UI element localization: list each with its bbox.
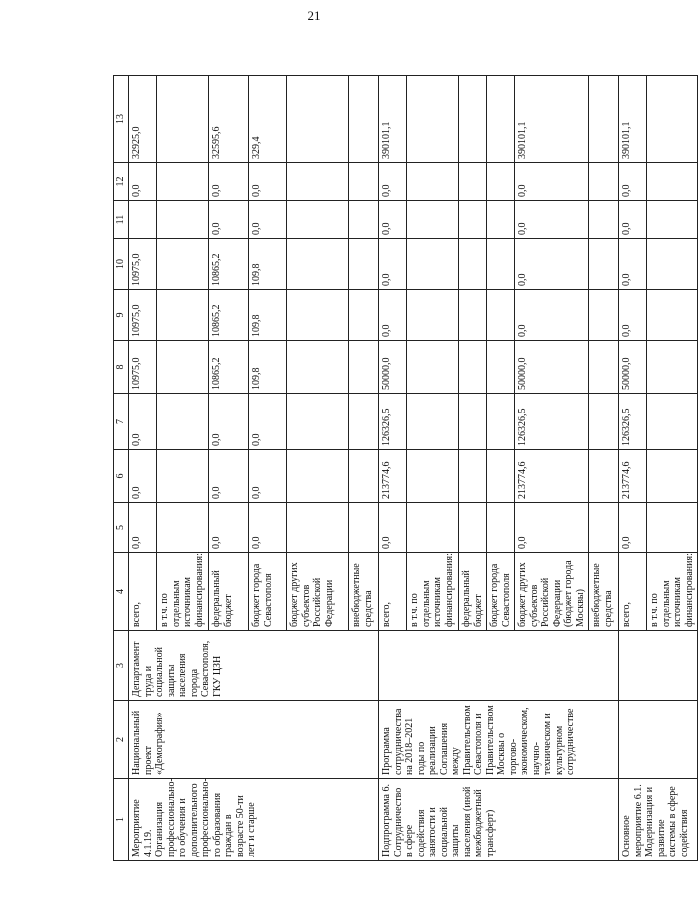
cell-value: 0,0: [515, 201, 589, 239]
cell-value: [157, 290, 209, 341]
cell-value: [287, 450, 349, 503]
cell-value: [589, 201, 619, 239]
cell-value: 0,0: [515, 503, 589, 553]
cell-value: 390101,1: [379, 76, 407, 163]
col-header: 9: [114, 290, 129, 341]
cell-value: [407, 341, 459, 394]
cell-value: [487, 503, 515, 553]
cell-value: 10975,0: [129, 239, 157, 290]
cell-value: 329,4: [249, 76, 287, 163]
cell-c1: Подпрограмма 6. Сотрудничество в сфере содействия занятости и социальной защиты населения (иной межбюджетный трансферт): [379, 779, 619, 861]
table-row: [619, 76, 647, 861]
cell-value: 109,8: [249, 290, 287, 341]
cell-value: 50000,0: [379, 341, 407, 394]
cell-value: [407, 239, 459, 290]
cell-value: 213774,6: [515, 450, 589, 503]
cell-value: [459, 450, 487, 503]
cell-value: [487, 239, 515, 290]
cell-value: [157, 239, 209, 290]
cell-value: [459, 503, 487, 553]
cell-value: 0,0: [619, 163, 647, 201]
col-header: 7: [114, 394, 129, 450]
cell-value: [589, 163, 619, 201]
col-header: 1: [114, 779, 129, 861]
cell-value: 0,0: [379, 163, 407, 201]
cell-source: внебюджетные средства: [349, 553, 379, 631]
cell-source: федеральный бюджет: [459, 553, 487, 631]
cell-value: 0,0: [619, 201, 647, 239]
cell-value: [349, 394, 379, 450]
cell-source: в т.ч. по отдельным источникам финансирования:: [407, 553, 459, 631]
cell-value: [157, 450, 209, 503]
cell-value: [647, 450, 698, 503]
cell-value: 50000,0: [619, 341, 647, 394]
cell-value: 0,0: [515, 239, 589, 290]
cell-value: [459, 394, 487, 450]
cell-value: [459, 76, 487, 163]
cell-value: [157, 201, 209, 239]
cell-value: [407, 76, 459, 163]
cell-value: 109,8: [249, 341, 287, 394]
cell-value: 0,0: [209, 163, 249, 201]
cell-value: [157, 76, 209, 163]
col-header: 2: [114, 701, 129, 779]
cell-value: [407, 163, 459, 201]
cell-value: 50000,0: [515, 341, 589, 394]
cell-value: [349, 239, 379, 290]
cell-value: [459, 163, 487, 201]
cell-value: 390101,1: [619, 76, 647, 163]
col-header: 8: [114, 341, 129, 394]
cell-source: федеральный бюджет: [209, 553, 249, 631]
col-header: 5: [114, 503, 129, 553]
cell-value: 0,0: [379, 503, 407, 553]
cell-value: 10975,0: [129, 341, 157, 394]
cell-value: [589, 76, 619, 163]
cell-value: [647, 239, 698, 290]
cell-value: [129, 201, 157, 239]
table-body: [129, 76, 698, 861]
cell-value: 213774,6: [379, 450, 407, 503]
cell-value: [287, 341, 349, 394]
cell-source: бюджет других субъектов Российской Федерации: [287, 553, 349, 631]
table-row: [379, 76, 407, 861]
cell-value: 390101,1: [515, 76, 589, 163]
cell-value: [487, 394, 515, 450]
cell-value: 126326,5: [515, 394, 589, 450]
cell-value: 0,0: [249, 394, 287, 450]
budget-table: [113, 75, 698, 861]
cell-value: [647, 341, 698, 394]
cell-value: [459, 239, 487, 290]
cell-value: [647, 394, 698, 450]
cell-value: 0,0: [209, 201, 249, 239]
cell-c1: Основное мероприятие 6.1. Модернизация и развитие системы в сфере содействия: [619, 779, 698, 861]
cell-c3: [619, 631, 698, 701]
cell-value: 0,0: [209, 503, 249, 553]
cell-value: [157, 163, 209, 201]
cell-value: [459, 290, 487, 341]
cell-value: 0,0: [515, 290, 589, 341]
cell-value: [459, 341, 487, 394]
cell-value: 0,0: [515, 163, 589, 201]
cell-value: 213774,6: [619, 450, 647, 503]
cell-value: [647, 201, 698, 239]
cell-value: [407, 450, 459, 503]
cell-value: 0,0: [249, 450, 287, 503]
cell-value: 0,0: [129, 394, 157, 450]
cell-c2: Национальный проект «Демография»: [129, 701, 379, 779]
cell-value: [589, 341, 619, 394]
cell-value: [589, 239, 619, 290]
cell-value: [157, 341, 209, 394]
cell-value: 10975,0: [129, 290, 157, 341]
cell-value: [287, 163, 349, 201]
cell-value: 126326,5: [619, 394, 647, 450]
cell-value: [407, 290, 459, 341]
cell-source: внебюджетные средства: [589, 553, 619, 631]
cell-value: [407, 201, 459, 239]
cell-value: [287, 503, 349, 553]
cell-value: 10865,2: [209, 290, 249, 341]
cell-value: 0,0: [619, 503, 647, 553]
cell-value: 32595,6: [209, 76, 249, 163]
cell-c2: [619, 701, 698, 779]
cell-value: [487, 290, 515, 341]
cell-value: [287, 76, 349, 163]
cell-value: [287, 239, 349, 290]
cell-value: [287, 394, 349, 450]
cell-c1: Мероприятие 4.1.19. Организация профессионально-го обучения и дополнительного профессионально-го образования граждан в возрасте 50-ти лет и старше: [129, 779, 379, 861]
header-row: [114, 76, 129, 861]
cell-source: всего,: [619, 553, 647, 631]
cell-value: 0,0: [249, 201, 287, 239]
cell-value: [647, 76, 698, 163]
cell-value: 0,0: [129, 503, 157, 553]
cell-c3: Департамент труда и социальной защиты населения города Севастополя, ГКУ ЦЗН: [129, 631, 379, 701]
col-header: 3: [114, 631, 129, 701]
col-header: 12: [114, 163, 129, 201]
cell-source: бюджет города Севастополя: [249, 553, 287, 631]
cell-value: [589, 394, 619, 450]
cell-value: 0,0: [249, 503, 287, 553]
cell-value: [487, 201, 515, 239]
cell-value: [407, 394, 459, 450]
cell-value: [157, 503, 209, 553]
cell-value: [407, 503, 459, 553]
cell-value: 0,0: [379, 290, 407, 341]
cell-value: [157, 394, 209, 450]
cell-value: 109,8: [249, 239, 287, 290]
col-header: 13: [114, 76, 129, 163]
cell-value: [487, 76, 515, 163]
cell-value: [349, 163, 379, 201]
cell-value: [349, 450, 379, 503]
cell-value: [589, 503, 619, 553]
cell-value: 10865,2: [209, 341, 249, 394]
cell-value: 0,0: [379, 201, 407, 239]
cell-value: [589, 290, 619, 341]
cell-value: 10865,2: [209, 239, 249, 290]
cell-source: в т.ч. по отдельным источникам финансирования:: [157, 553, 209, 631]
cell-source: в т.ч. по отдельным источникам финансирования:: [647, 553, 698, 631]
cell-value: [349, 341, 379, 394]
cell-source: бюджет других субъектов Российской Федерации (бюджет города Москвы): [515, 553, 589, 631]
cell-value: [487, 163, 515, 201]
cell-value: 0,0: [209, 450, 249, 503]
cell-value: 0,0: [249, 163, 287, 201]
cell-source: всего,: [379, 553, 407, 631]
col-header: 6: [114, 450, 129, 503]
page-number: 21: [307, 8, 321, 23]
cell-value: [349, 76, 379, 163]
table-row: [129, 76, 157, 861]
cell-value: [459, 201, 487, 239]
cell-value: 126326,5: [379, 394, 407, 450]
cell-value: 0,0: [129, 163, 157, 201]
cell-value: [287, 201, 349, 239]
cell-value: [487, 450, 515, 503]
col-header: 10: [114, 239, 129, 290]
cell-value: [589, 450, 619, 503]
cell-value: [647, 290, 698, 341]
cell-value: [349, 201, 379, 239]
cell-value: [647, 503, 698, 553]
cell-value: 32925,0: [129, 76, 157, 163]
cell-value: [647, 163, 698, 201]
cell-value: 0,0: [379, 239, 407, 290]
cell-value: 0,0: [209, 394, 249, 450]
col-header: 4: [114, 553, 129, 631]
cell-value: [349, 290, 379, 341]
rotated-table-wrapper: [113, 76, 695, 861]
cell-source: бюджет города Севастополя: [487, 553, 515, 631]
cell-value: [487, 341, 515, 394]
cell-value: 0,0: [619, 239, 647, 290]
col-header: 11: [114, 201, 129, 239]
cell-source: всего,: [129, 553, 157, 631]
cell-c3: [379, 631, 619, 701]
cell-value: [349, 503, 379, 553]
cell-value: 0,0: [619, 290, 647, 341]
cell-value: [287, 290, 349, 341]
cell-value: 0,0: [129, 450, 157, 503]
cell-c2: Программа сотрудничества на 2018–2021 годы по реализации Соглашения между Правительством Севастополя и Правительством Москвы о торгово-экономическом, научно-техническом и культурном сотрудничестве: [379, 701, 619, 779]
